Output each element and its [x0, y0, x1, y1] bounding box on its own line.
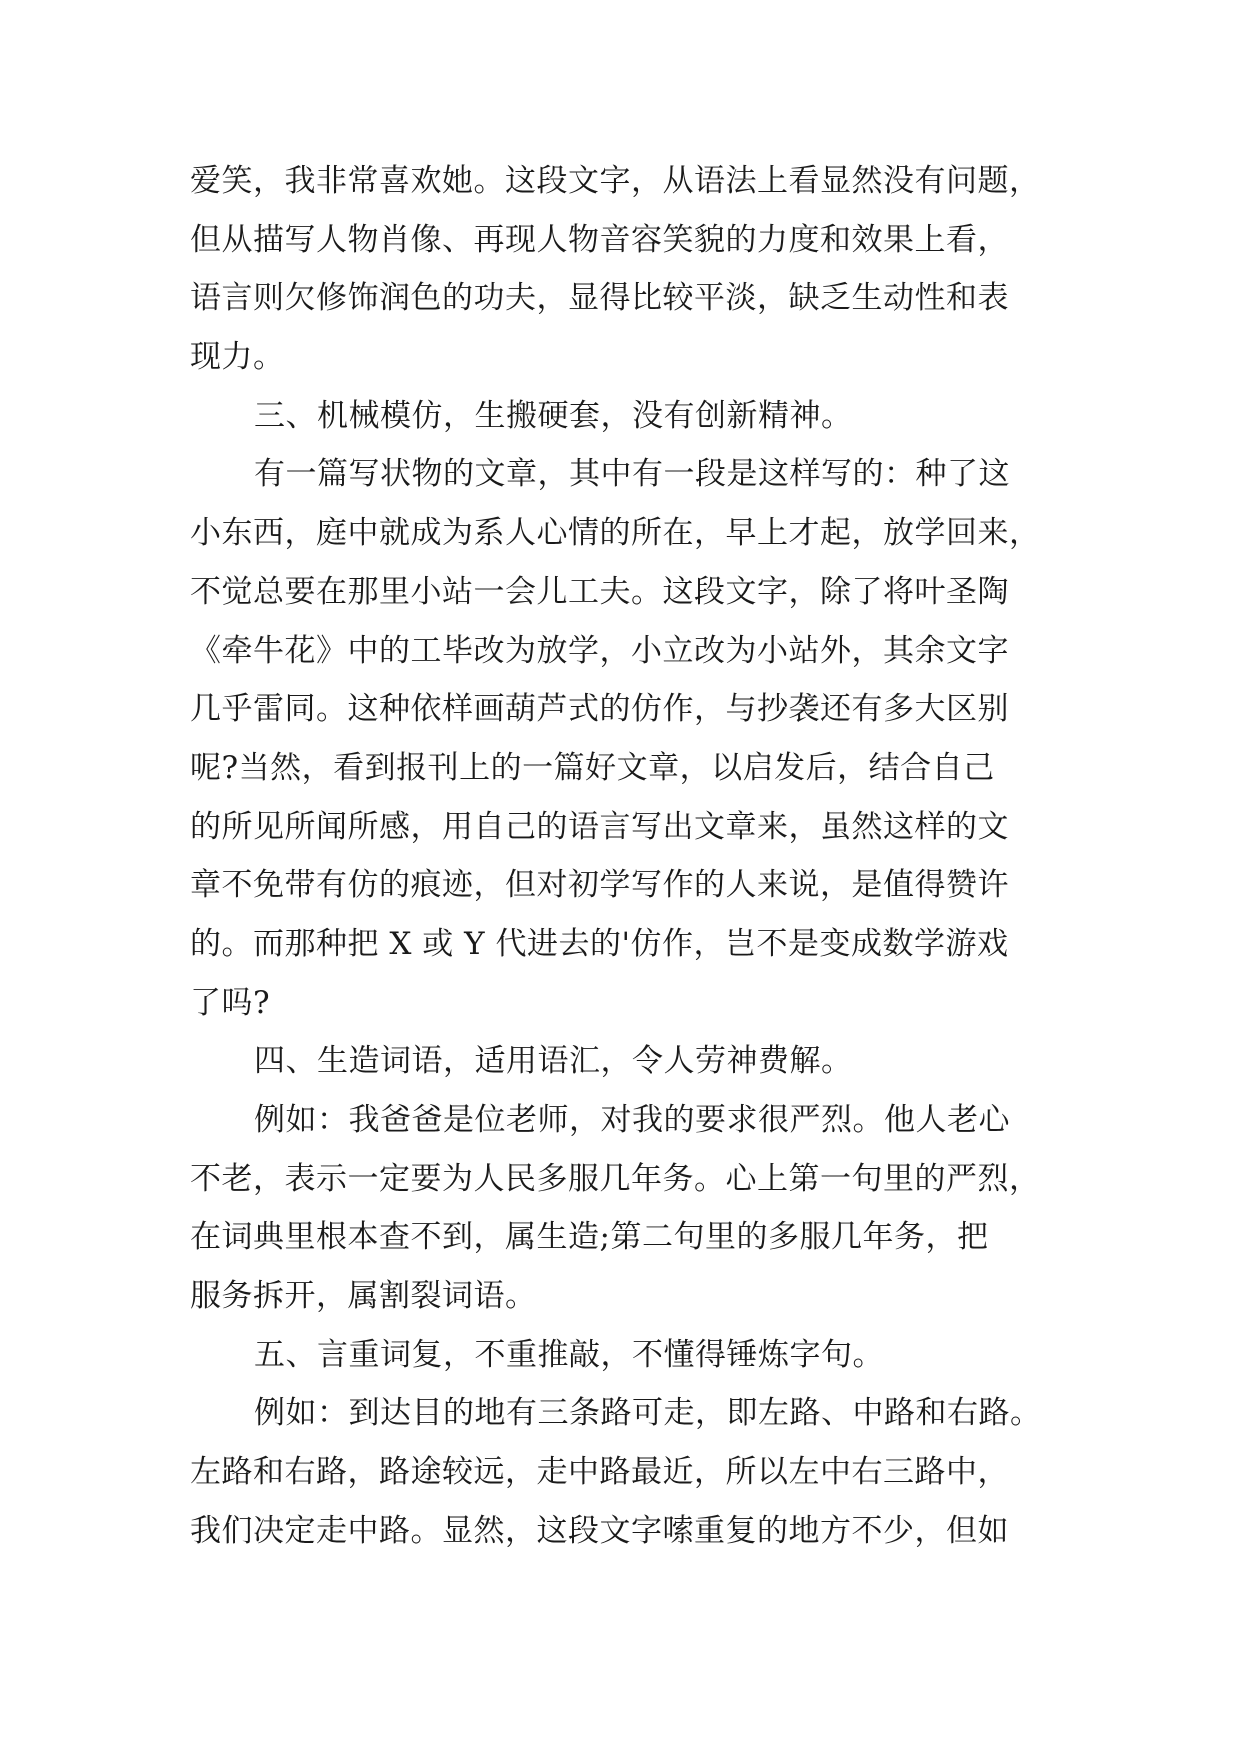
text-line: 《牵牛花》中的工毕改为放学，小立改为小站外，其余文字	[190, 632, 1009, 669]
text-line: 呢?当然，看到报刊上的一篇好文章，以启发后，结合自己	[190, 749, 995, 786]
text-line: 的所见所闻所感，用自己的语言写出文章来，虽然这样的文	[190, 808, 1009, 845]
text-line: 左路和右路，路途较远，走中路最近，所以左中右三路中，	[190, 1454, 1009, 1491]
text-line: 三、机械模仿，生搬硬套，没有创新精神。	[254, 397, 853, 434]
text-line: 有一篇写状物的文章，其中有一段是这样写的：种了这	[254, 456, 1010, 493]
text-line: 了吗?	[190, 984, 271, 1021]
text-line: 不觉总要在那里小站一会儿工夫。这段文字，除了将叶圣陶	[190, 573, 1009, 610]
text-line: 五、言重词复，不重推敲，不懂得锤炼字句。	[254, 1336, 884, 1373]
text-line: 例如：我爸爸是位老师，对我的要求很严烈。他人老心	[254, 1102, 1010, 1138]
text-line: 章不免带有仿的痕迹，但对初学写作的人来说，是值得赞许	[190, 867, 1009, 904]
text-line: 但从描写人物肖像、再现人物音容笑貌的力度和效果上看，	[190, 221, 1009, 258]
body-text	[190, 152, 1070, 1561]
text-line: 几乎雷同。这种依样画葫芦式的仿作，与抄袭还有多大区别	[190, 691, 1009, 728]
text-line: 现力。	[190, 339, 285, 376]
text-line: 我们决定走中路。显然，这段文字嗦重复的地方不少，但如	[190, 1512, 1009, 1549]
text-line: 在词典里根本查不到，属生造;第二句里的多服几年务，把	[190, 1219, 989, 1256]
text-line: 的。而那种把 X 或 Y 代进去的'仿作，岂不是变成数学游戏	[190, 925, 1009, 962]
text-line: 服务拆开，属割裂词语。	[190, 1278, 537, 1315]
text-line: 四、生造词语，适用语汇，令人劳神费解。	[254, 1043, 853, 1080]
text-line: 小东西，庭中就成为系人心情的所在，早上才起，放学回来，	[190, 515, 1041, 552]
text-line: 例如：到达目的地有三条路可走，即左路、中路和右路。	[254, 1395, 1042, 1432]
text-line: 语言则欠修饰润色的功夫，显得比较平淡，缺乏生动性和表	[190, 280, 1009, 317]
text-line: 爱笑，我非常喜欢她。这段文字，从语法上看显然没有问题，	[190, 163, 1041, 199]
text-line: 不老，表示一定要为人民多服几年务。心上第一句里的严烈，	[190, 1160, 1041, 1197]
